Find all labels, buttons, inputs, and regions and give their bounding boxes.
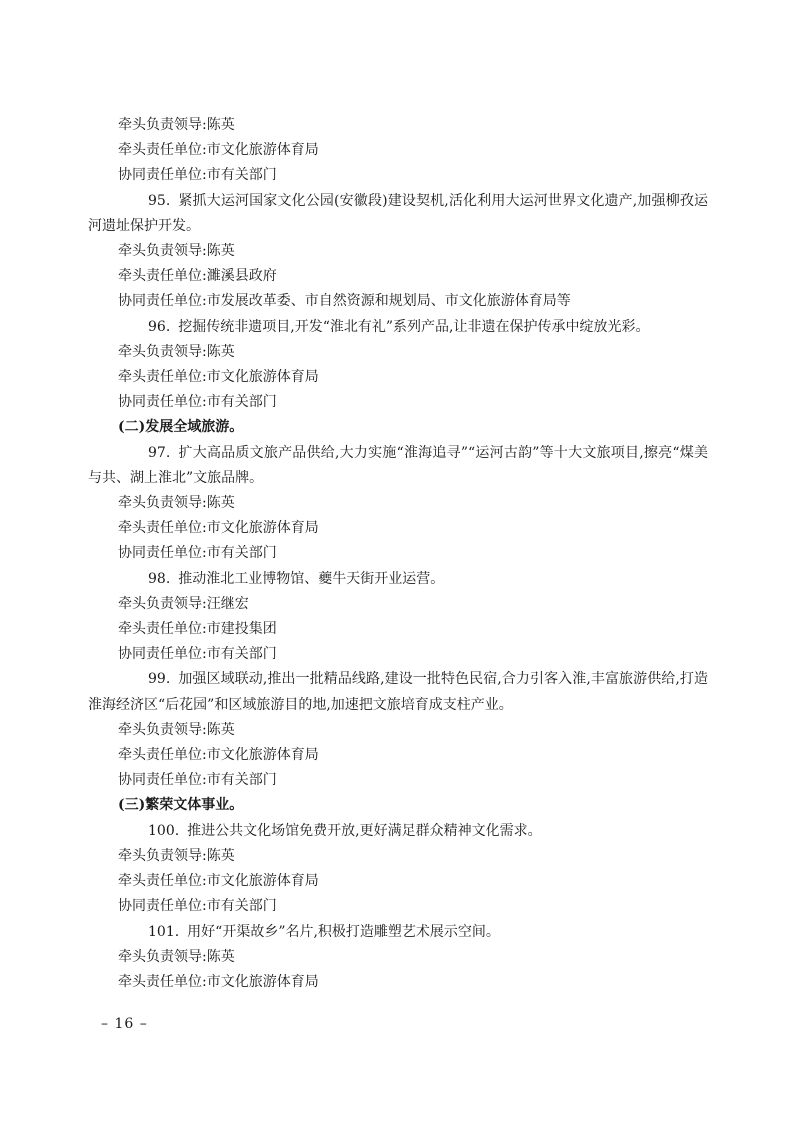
task-number: 97. (148, 444, 171, 461)
responsibility-line: 牵头责任单位:市文化旅游体育局 (118, 142, 319, 159)
responsibility-line: 牵头责任单位:市文化旅游体育局 (118, 973, 319, 990)
task-text: 用好“开渠故乡”名片,积极打造雕塑艺术展示空间。 (187, 923, 500, 940)
task-item (88, 920, 708, 945)
task-item (88, 441, 708, 491)
section-heading: (二)发展全域旅游。 (118, 419, 244, 436)
task-number: 100. (148, 822, 180, 839)
responsibility-line: 牵头责任单位:濉溪县政府 (118, 268, 277, 285)
task-item (88, 315, 708, 340)
task-number: 95. (148, 192, 171, 209)
responsibility-line: 协同责任单位:市有关部门 (118, 545, 277, 562)
responsibility-line: 协同责任单位:市有关部门 (118, 394, 277, 411)
responsibility-line: 牵头责任单位:市文化旅游体育局 (118, 369, 319, 386)
task-number: 96. (148, 318, 171, 335)
page-number: – 16 – (101, 1016, 148, 1032)
document-body (88, 113, 708, 995)
responsibility-line: 协同责任单位:市发展改革委、市自然资源和规划局、市文化旅游体育局等 (118, 293, 571, 310)
task-text: 紧抓大运河国家文化公园(安徽段)建设契机,活化利用大运河世界文化遗产,加强柳孜运河遗址保护开发。 (88, 192, 708, 234)
task-text: 扩大高品质文旅产品供给,大力实施“淮海追寻”“运河古韵”等十大文旅项目,擦亮“煤美与共、湖上淮北”文旅品牌。 (88, 444, 708, 486)
task-item (88, 189, 708, 239)
responsibility-line: 牵头负责领导:陈英 (118, 117, 235, 133)
responsibility-line: 牵头责任单位:市建投集团 (118, 621, 277, 638)
task-number: 98. (148, 570, 171, 587)
responsibility-line: 协同责任单位:市有关部门 (118, 772, 277, 789)
section-heading: (三)繁荣文体事业。 (118, 797, 244, 814)
task-item (88, 819, 708, 844)
responsibility-line: 协同责任单位:市有关部门 (118, 167, 277, 184)
task-item (88, 667, 708, 717)
responsibility-line: 协同责任单位:市有关部门 (118, 898, 277, 915)
responsibility-line: 牵头负责领导:陈英 (118, 243, 235, 260)
responsibility-line: 牵头责任单位:市文化旅游体育局 (118, 873, 319, 890)
responsibility-line: 牵头负责领导:汪继宏 (118, 595, 249, 612)
task-text: 加强区域联动,推出一批精品线路,建设一批特色民宿,合力引客入淮,丰富旅游供给,打造淮海经济区“后花园”和区域旅游目的地,加速把文旅培育成支柱产业。 (88, 671, 708, 713)
task-number: 101. (148, 923, 180, 940)
responsibility-line: 牵头负责领导:陈英 (118, 948, 235, 965)
task-number: 99. (148, 671, 171, 688)
responsibility-line: 牵头负责领导:陈英 (118, 721, 235, 738)
responsibility-line: 牵头责任单位:市文化旅游体育局 (118, 520, 319, 537)
task-text: 挖掘传统非遗项目,开发“淮北有礼”系列产品,让非遗在保护传承中绽放光彩。 (178, 318, 650, 335)
responsibility-line: 牵头负责领导:陈英 (118, 343, 235, 360)
task-item (88, 567, 708, 592)
responsibility-line: 牵头责任单位:市文化旅游体育局 (118, 747, 319, 764)
task-text: 推动淮北工业博物馆、夔牛天街开业运营。 (178, 570, 445, 587)
responsibility-line: 牵头负责领导:陈英 (118, 495, 235, 512)
responsibility-line: 协同责任单位:市有关部门 (118, 646, 277, 663)
task-text: 推进公共文化场馆免费开放,更好满足群众精神文化需求。 (187, 822, 542, 839)
responsibility-line: 牵头负责领导:陈英 (118, 847, 235, 864)
